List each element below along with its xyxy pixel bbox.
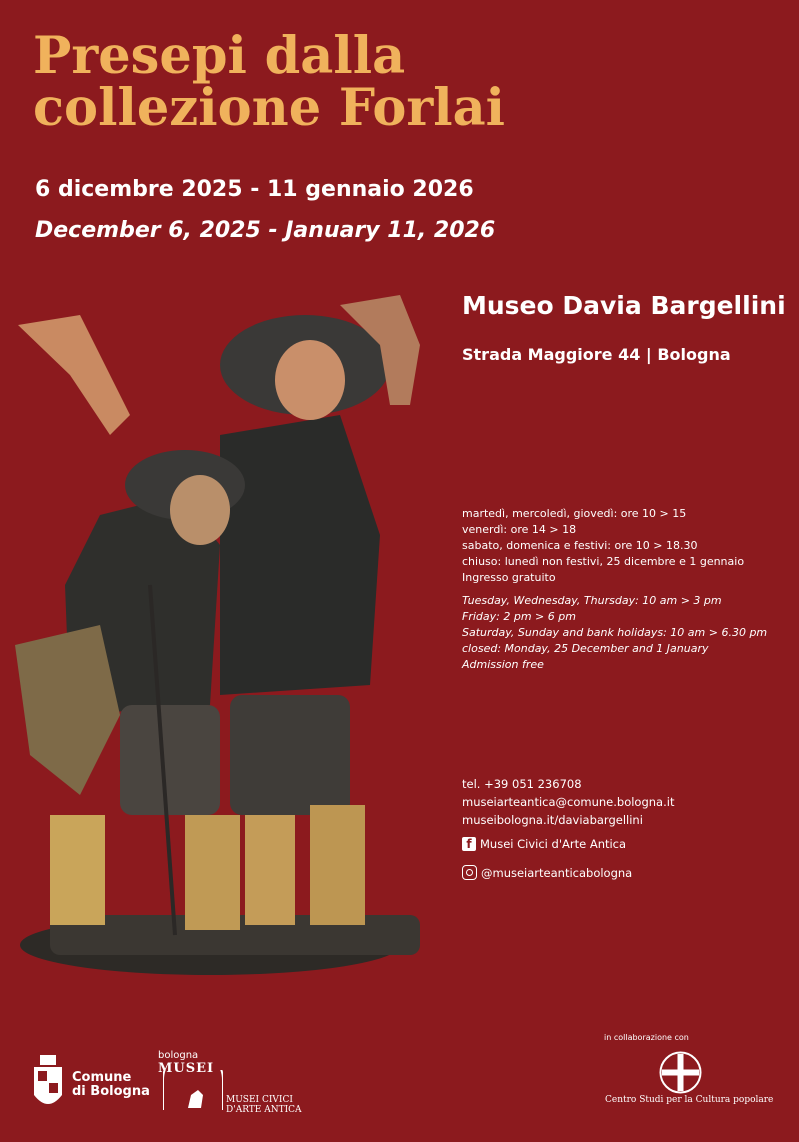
hours-line: sabato, domenica e festivi: ore 10 > 18.30 bbox=[462, 539, 698, 552]
museum-address: Strada Maggiore 44 | Bologna bbox=[462, 345, 731, 364]
hours-line: closed: Monday, 25 December and 1 January bbox=[462, 642, 709, 655]
comune-di-bologna-logo bbox=[30, 1055, 150, 1115]
musei-small-text: bologna bbox=[158, 1050, 199, 1061]
dates-italian: 6 dicembre 2025 - 11 gennaio 2026 bbox=[35, 177, 474, 202]
hours-line: chiuso: lunedì non festivi, 25 dicembre e 1 gennaio bbox=[462, 555, 745, 568]
musei-civici-logo bbox=[158, 1050, 302, 1115]
centro-studi-label: Centro Studi per la Cultura popolare bbox=[605, 1095, 774, 1105]
musei-sub-2: D'ARTE ANTICA bbox=[226, 1105, 302, 1115]
poster-title bbox=[33, 26, 505, 138]
hours-line: venerdì: ore 14 > 18 bbox=[462, 523, 577, 536]
rider-statue-icon bbox=[163, 1070, 223, 1110]
title-line-2: collezione Forlai bbox=[33, 78, 505, 138]
facebook-link[interactable] bbox=[462, 837, 626, 851]
museum-name: Museo Davia Bargellini bbox=[462, 291, 786, 320]
comune-line-2: di Bologna bbox=[72, 1084, 150, 1099]
instagram-link[interactable] bbox=[462, 865, 632, 880]
contact-info bbox=[462, 775, 674, 829]
hours-line: Friday: 2 pm > 6 pm bbox=[462, 610, 576, 623]
phone-number: tel. +39 051 236708 bbox=[462, 777, 582, 791]
collaboration-label: in collaborazione con bbox=[604, 1033, 689, 1042]
bologna-crest-icon bbox=[30, 1055, 66, 1115]
musei-sub-1: MUSEI CIVICI bbox=[226, 1095, 293, 1105]
hours-line: Saturday, Sunday and bank holidays: 10 am > 6.30 pm bbox=[462, 626, 768, 639]
hours-line: martedì, mercoledì, giovedì: ore 10 > 15 bbox=[462, 507, 687, 520]
hours-line: Ingresso gratuito bbox=[462, 571, 556, 584]
title-line-1: Presepi dalla bbox=[33, 26, 406, 86]
comune-line-1: Comune bbox=[72, 1070, 132, 1085]
dates-english: December 6, 2025 - January 11, 2026 bbox=[35, 218, 496, 243]
opening-hours-english bbox=[462, 593, 767, 673]
email-link[interactable]: museiarteantica@comune.bologna.it bbox=[462, 795, 675, 809]
footer-logos bbox=[0, 1025, 799, 1142]
hours-line: Tuesday, Wednesday, Thursday: 10 am > 3 pm bbox=[462, 594, 722, 607]
opening-hours-italian bbox=[462, 506, 744, 586]
website-link[interactable]: museibologna.it/daviabargellini bbox=[462, 813, 643, 827]
instagram-icon bbox=[462, 865, 477, 880]
instagram-label: @museiarteanticabologna bbox=[481, 865, 633, 880]
facebook-label: Musei Civici d'Arte Antica bbox=[480, 837, 627, 851]
centro-studi-icon bbox=[658, 1050, 703, 1095]
nativity-sculpture-image bbox=[10, 285, 455, 985]
musei-big-text: MUSEI bbox=[158, 1061, 215, 1076]
hours-line: Admission free bbox=[462, 658, 544, 671]
facebook-icon: f bbox=[462, 837, 476, 851]
